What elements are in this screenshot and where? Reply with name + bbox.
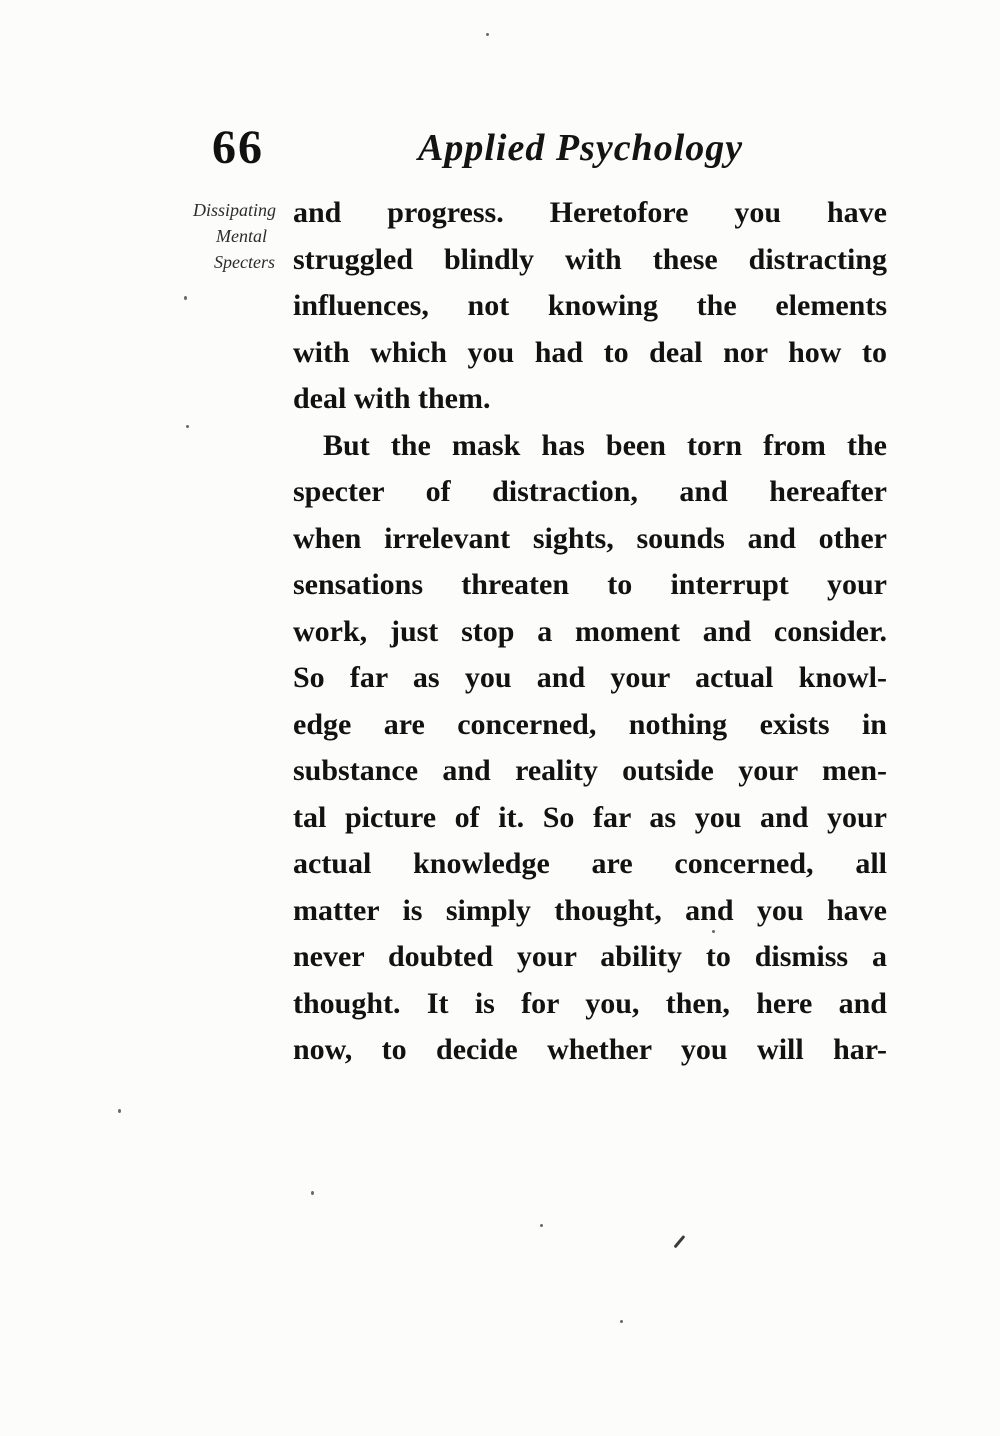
margin-note (148, 197, 276, 275)
text-line: actual knowledge are concerned, all (293, 847, 887, 880)
text-line: and progress. Heretofore you have (293, 196, 887, 229)
text-line: never doubted your ability to dismiss a (293, 940, 887, 973)
scan-speckle (184, 296, 187, 300)
text-line: struggled blindly with these distracting (293, 242, 887, 276)
scan-slash-mark (673, 1235, 685, 1248)
text-line: now, to decide whether you will har- (293, 1033, 887, 1066)
scan-speckle (712, 930, 715, 933)
running-head: Applied Psychology (418, 127, 744, 169)
text-line: work, just stop a moment and consider. (293, 614, 887, 648)
text-line: influences, not knowing the elements (293, 289, 887, 322)
scan-speckle (186, 425, 189, 428)
scan-speckle (620, 1320, 623, 1323)
text-line: So far as you and your actual knowl- (293, 661, 887, 694)
text-line: substance and reality outside your men- (293, 754, 887, 787)
text-line: matter is simply thought, and you have (293, 893, 887, 927)
margin-note-line: Mental (216, 226, 267, 246)
margin-note-line: Dissipating (192, 200, 276, 220)
scan-speckle (118, 1109, 121, 1113)
body-text (293, 190, 887, 1074)
text-line: thought. It is for you, then, here and (293, 986, 887, 1020)
text-line: tal picture of it. So far as you and your (293, 800, 887, 834)
scan-speckle (486, 33, 489, 36)
scan-speckle (311, 1191, 314, 1195)
text-line: edge are concerned, nothing exists in (293, 707, 887, 741)
text-line: But the mask has been torn from the (323, 428, 887, 462)
scan-speckle (540, 1224, 543, 1227)
text-line: deal with them. (293, 382, 491, 415)
text-line: with which you had to deal nor how to (293, 335, 887, 369)
text-line: sensations threaten to interrupt your (293, 568, 887, 601)
margin-note-line: Specters (214, 252, 275, 272)
text-line: specter of distraction, and hereafter (293, 475, 887, 508)
text-line: when irrelevant sights, sounds and other (293, 521, 887, 555)
page-number: 66 (212, 121, 264, 174)
